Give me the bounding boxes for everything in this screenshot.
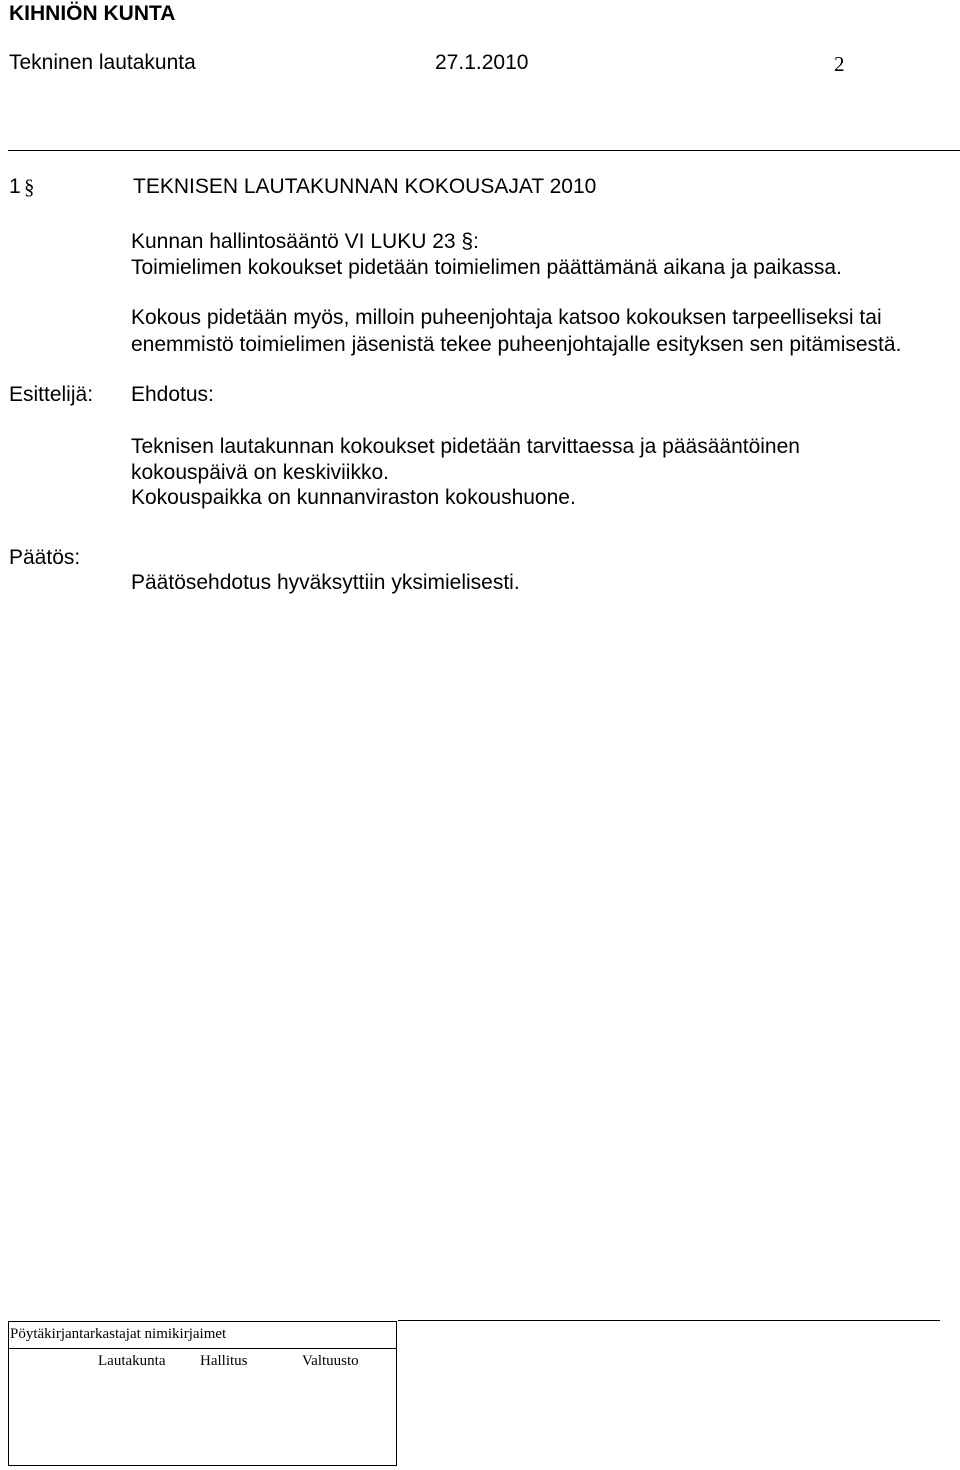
paragraph-line-1: Kokous pidetään myös, milloin puheenjohtaja katsoo kokouksen tarpeelliseksi tai [131, 306, 882, 329]
meeting-date: 27.1.2010 [435, 51, 529, 74]
signature-label-valtuusto: Valtuusto [302, 1353, 359, 1369]
signature-label-lautakunta: Lautakunta [98, 1353, 166, 1369]
signature-box-divider [8, 1348, 397, 1349]
proposal-line-3: Kokouspaikka on kunnanviraston kokoushuone. [131, 486, 576, 509]
proposal-label: Ehdotus: [131, 383, 214, 406]
committee-name: Tekninen lautakunta [9, 51, 196, 74]
reference-line-2: Toimielimen kokoukset pidetään toimielimen päättämänä aikana ja paikassa. [131, 256, 842, 279]
decision-text: Päätösehdotus hyväksyttiin yksimielisesti. [131, 571, 520, 594]
item-number: 1 [9, 175, 21, 198]
item-title: TEKNISEN LAUTAKUNNAN KOKOUSAJAT 2010 [133, 175, 597, 198]
header-divider [8, 150, 960, 151]
paragraph-line-2: enemmistö toimielimen jäsenistä tekee puheenjohtajalle esityksen sen pitämisestä. [131, 333, 902, 356]
signature-box-title: Pöytäkirjantarkastajat nimikirjaimet [10, 1326, 227, 1342]
footer-line [398, 1320, 940, 1321]
decision-label: Päätös: [9, 546, 81, 569]
section-symbol: § [24, 175, 35, 199]
municipality-name: KIHNIÖN KUNTA [9, 2, 176, 25]
proposal-line-2: kokouspäivä on keskiviikko. [131, 461, 389, 484]
presenter-label: Esittelijä: [9, 383, 94, 406]
page-number: 2 [834, 52, 845, 76]
reference-line-1: Kunnan hallintosääntö VI LUKU 23 §: [131, 230, 479, 253]
proposal-line-1: Teknisen lautakunnan kokoukset pidetään tarvittaessa ja pääsääntöinen [131, 435, 800, 458]
signature-label-hallitus: Hallitus [200, 1353, 248, 1369]
